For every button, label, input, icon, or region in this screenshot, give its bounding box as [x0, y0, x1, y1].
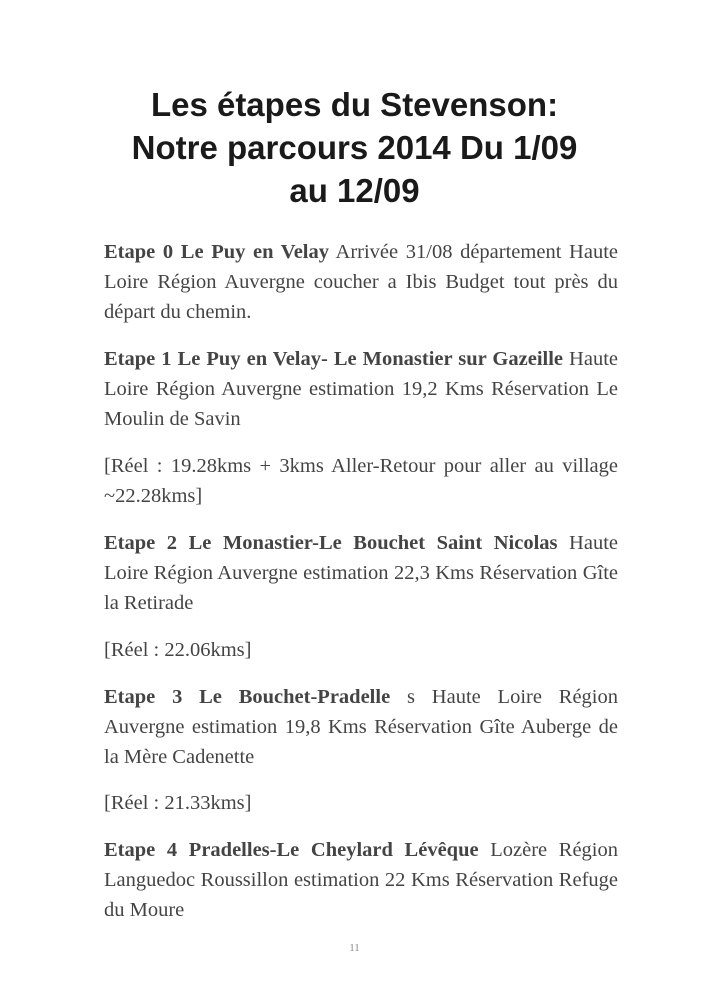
paragraph-reel-3 [104, 788, 618, 818]
title-line-3: au 12/09 [289, 172, 420, 209]
title-line-2: Notre parcours 2014 Du 1/09 [131, 129, 578, 166]
etape-heading: Etape 1 Le Puy en Velay- Le Monastier sur Gazeille [104, 348, 564, 370]
page-number: 11 [349, 942, 360, 954]
reel-text: [Réel : 19.28kms + 3kms Aller-Retour pour aller au village ~22.28kms] [104, 455, 618, 507]
etape-text: Haute Loire Région Auvergne estimation 19,2 Kms Réservation Le Moulin de Savin [104, 348, 619, 430]
etape-text: Lozère Région Languedoc Roussillon estimation 22 Kms Réservation Refuge du Moure [104, 839, 618, 921]
paragraph-etape-3 [104, 682, 618, 772]
reel-text: [Réel : 21.33kms] [104, 792, 252, 814]
etape-heading: Etape 0 Le Puy en Velay [104, 241, 329, 263]
etape-heading: Etape 3 Le Bouchet-Pradelle [104, 686, 391, 708]
reel-text: [Réel : 22.06kms] [104, 639, 252, 661]
etape-text: s Haute Loire Région Auvergne estimation 19,8 Kms Réservation Gîte Auberge de la Mère Cadenette [104, 686, 618, 768]
page-title [60, 83, 649, 212]
paragraph-etape-4 [104, 835, 618, 925]
etape-text: Haute Loire Région Auvergne estimation 22,3 Kms Réservation Gîte la Retirade [104, 532, 619, 614]
etape-text: Arrivée 31/08 département Haute Loire Région Auvergne coucher a Ibis Budget tout près du départ du chemin. [104, 241, 618, 323]
paragraph-reel-1 [104, 451, 618, 511]
etape-heading: Etape 4 Pradelles-Le Cheylard Lévêque [104, 839, 479, 861]
paragraph-reel-2 [104, 635, 618, 665]
paragraph-etape-2 [104, 528, 618, 618]
title-line-1: Les étapes du Stevenson: [150, 86, 559, 123]
paragraph-etape-1 [104, 344, 618, 434]
paragraph-etape-0 [104, 237, 618, 327]
etape-heading: Etape 2 Le Monastier-Le Bouchet Saint Nicolas [104, 532, 558, 554]
